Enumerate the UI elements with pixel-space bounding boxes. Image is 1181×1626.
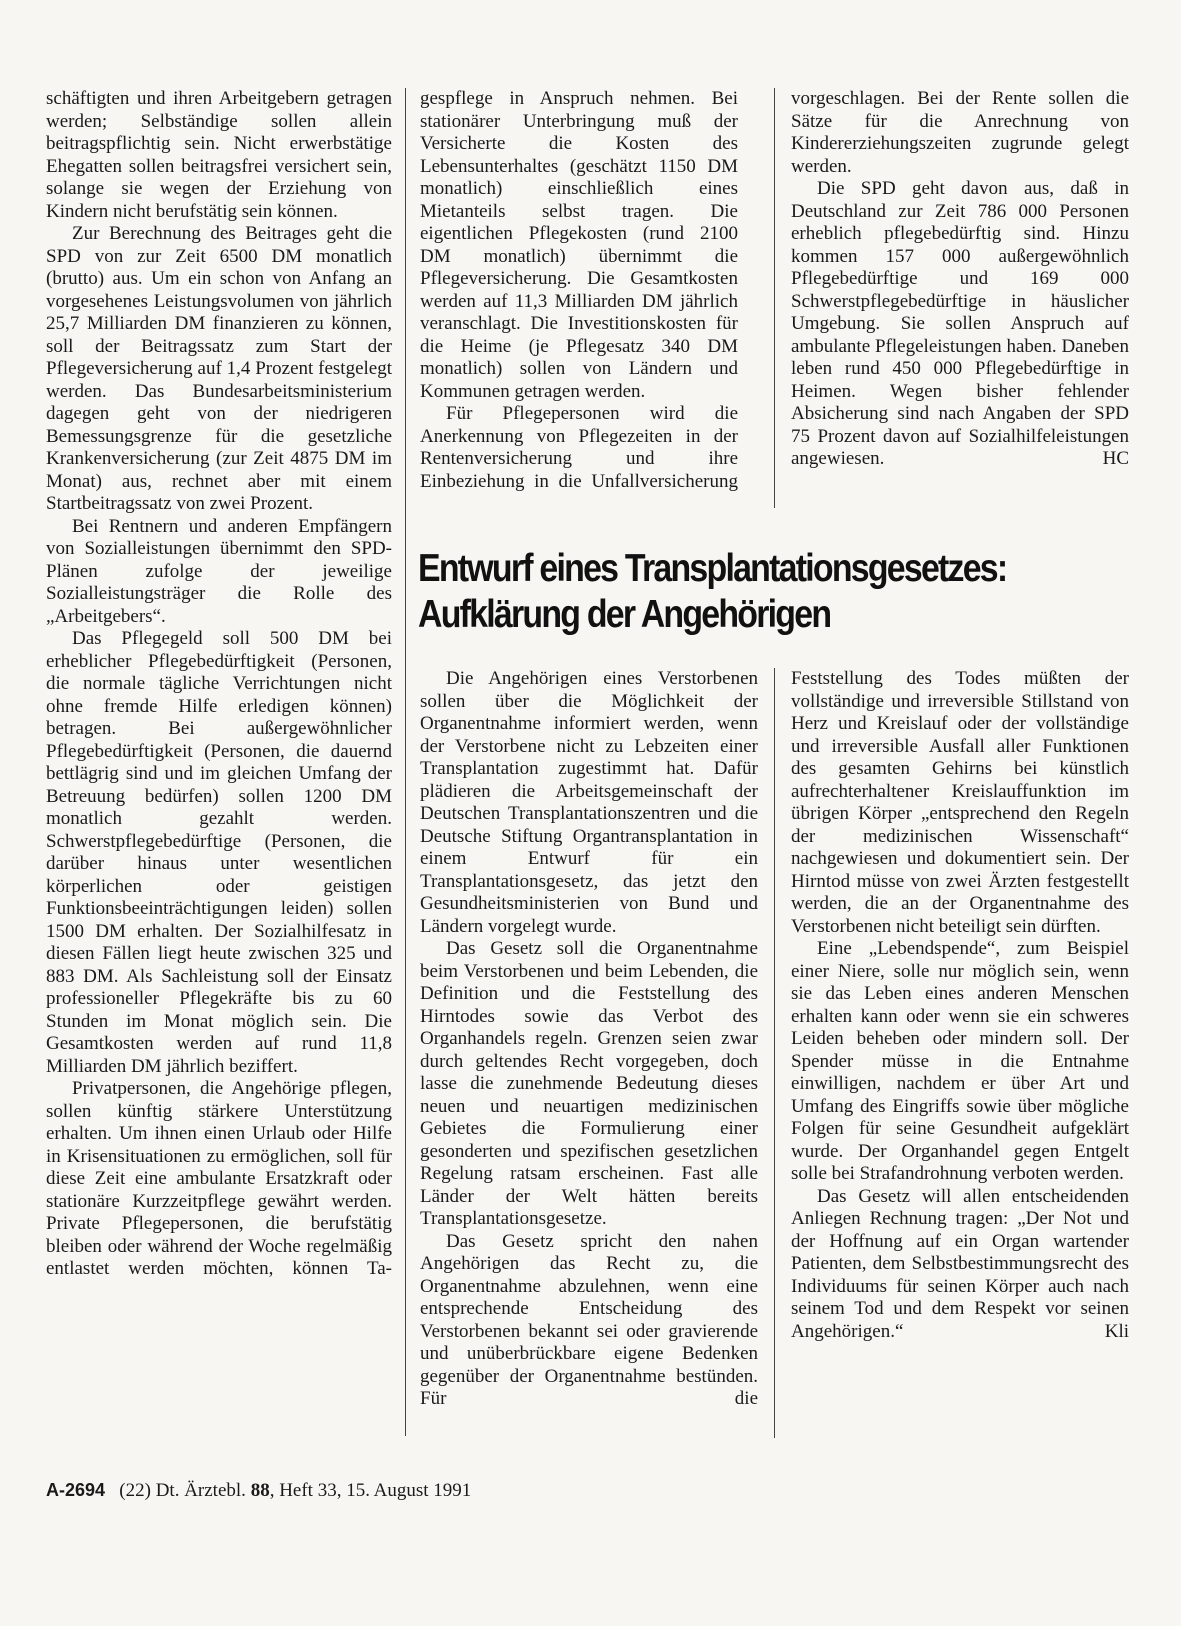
page-footer (46, 1480, 471, 1502)
article2-headline (418, 546, 1069, 638)
paragraph: Das Gesetz spricht den nahen Angehörigen das Recht zu, die Organentnahme abzulehnen, wenn eine entsprechende Entscheidung des Verstorbenen bekannt sei oder gravierende und unüberbrückbare eigene Bedenken gegenüber der Organentnahme bestünden. Für die (420, 1230, 758, 1409)
volume-number: 88 (250, 1480, 270, 1501)
paragraph: vorgeschlagen. Bei der Rente sollen die Sätze für die Anrechnung von Kindererziehungszeiten zugrunde gelegt werden. (791, 88, 1129, 177)
paragraph: Eine „Lebendspende“, zum Beispiel einer Niere, solle nur möglich sein, wenn sie das Leben eines anderen Menschen erhalten kann oder wenn sie ein schweres Leiden beheben oder mindern soll. Der Spender müsse in die Entnahme einwilligen, nachdem er über Art und Umfang des Eingriffs sowie über mögliche Folgen für seine Gesundheit aufgeklärt wurde. Der Organhandel gegen Entgelt solle bei Strafandrohnung verboten werden. (791, 938, 1129, 1184)
author-initials: Kli (1104, 1320, 1129, 1342)
article2-column-2 (791, 668, 1129, 1438)
paragraph: Die Angehörigen eines Verstorbenen sollen über die Möglichkeit der Organentnahme informiert werden, wenn der Verstorbene nicht zu Lebzeiten einer Transplantation zugestimmt hat. Dafür plädieren die Arbeitsgemeinschaft der Deutschen Transplantationszentren und die Deutsche Stiftung Organtransplantation in einem Entwurf für ein Transplantationsgesetz, das jetzt den Gesundheitsministerien von Bund und Ländern vorgelegt wurde. (420, 668, 758, 937)
paragraph: Das Pflegegeld soll 500 DM bei erheblicher Pflegebedürftigkeit (Personen, die normale tägliche Verrichtungen nicht ohne fremde Hilfe erledigen können) betragen. Bei außergewöhnlicher Pflegebedürftigkeit (Personen, die dauernd bettlägrig sind und im gleichen Umfang der Betreuung bedürfen) sollen 1200 DM monatlich gezahlt werden. Schwerstpflegebedürftige (Personen, die darüber hinaus unter wesentlichen körperlichen oder geistigen Funktionsbeeinträchtigungen leiden) sollen 1500 DM erhalten. Der Sozialhilfesatz in diesen Fällen liegt heute zwischen 325 und 883 DM. Als Sachleistung soll der Einsatz professioneller Pflegekräfte bis zu 60 Stunden im Monat möglich sein. Die Gesamtkosten werden auf rund 11,8 Milliarden DM jährlich beziffert. (46, 628, 392, 1077)
article1-column-3 (791, 88, 1129, 508)
paragraph (791, 178, 1129, 471)
article2-column-1 (420, 668, 758, 1438)
headline-line-2: Aufklärung der Angehörigen (418, 593, 831, 636)
article1-column-2 (420, 88, 738, 508)
column-divider (774, 88, 775, 508)
article1-column-1 (46, 88, 392, 1436)
paragraph (791, 1186, 1129, 1344)
paragraph: schäftigten und ihren Arbeitgebern getragen werden; Selbständige sollen allein beitragspflichtig sein. Nicht erwerbstätige Ehegatten sollen beitragsfrei versichert sein, solange sie wegen der Erziehung von Kindern nicht berufstätig sein können. (46, 88, 392, 222)
paragraph-text: Die SPD geht davon aus, daß in Deutschland zur Zeit 786 000 Personen erheblich pflegebedürftig sind. Hinzu kommen 157 000 außergewöhnlich Pflegebedürftige und 169 000 Schwerstpflegebedürftige in häuslicher Umgebung. Sie sollen Anspruch auf ambulante Pflegeleistungen haben. Daneben leben rund 450 000 Pflegebedürftige in Heimen. Wegen bisher fehlender Absicherung sind nach Angaben der SPD 75 Prozent davon auf Sozialhilfeleistungen angewiesen. (791, 178, 1129, 469)
headline-line-1: Entwurf eines Transplantationsgesetzes: (418, 547, 1007, 590)
paragraph: Bei Rentnern und anderen Empfängern von Sozialleistungen übernimmt den SPD-Plänen zufolge der jeweilige Sozialleistungsträger die Rolle des „Arbeitgebers“. (46, 515, 392, 627)
column-divider (774, 668, 775, 1438)
citation-prefix: (22) Dt. Ärztebl. (119, 1480, 246, 1501)
paragraph: Feststellung des Todes müßten der vollständige und irreversible Stillstand von Herz und Kreislauf oder der vollständige und irreversible Ausfall aller Funktionen des gesamten Gehirns bei künstlich aufrechterhaltener Kreislauffunktion im übrigen Körper „entsprechend den Regeln der medizinischen Wissenschaft“ nachgewiesen und dokumentiert sein. Der Hirntod müsse von zwei Ärzten festgestellt werden, die an der Organentnahme des Verstorbenen nicht beteiligt sein dürften. (791, 668, 1129, 937)
paragraph: Für Pflegepersonen wird die Anerkennung von Pflegezeiten in der Rentenversicherung und ihre Einbeziehung in die Unfallversicherung (420, 403, 738, 492)
page-code: A-2694 (46, 1480, 106, 1500)
paragraph: Privatpersonen, die Angehörige pflegen, sollen künftig stärkere Unterstützung erhalten. Um ihnen einen Urlaub oder Hilfe in Krisensituationen zu ermöglichen, soll für diese Zeit eine ambulante Ersatzkraft oder stationäre Kurzzeitpflege gewährt werden. Private Pflegepersonen, die berufstätig bleiben oder während der Woche regelmäßig entlastet werden möchten, können Ta- (46, 1078, 392, 1279)
paragraph: gespflege in Anspruch nehmen. Bei stationärer Unterbringung muß der Versicherte die Kosten des Lebensunterhaltes (geschätzt 1150 DM monatlich) einschließlich eines Mietanteils selbst tragen. Die eigentlichen Pflegekosten (rund 2100 DM monatlich) übernimmt die Pflegeversicherung. Die Gesamtkosten werden auf 11,3 Milliarden DM jährlich veranschlagt. Die Investitionskosten für die Heime (je Pflegesatz 340 DM monatlich) sollen von Ländern und Kommunen getragen werden. (420, 88, 738, 402)
paragraph: Zur Berechnung des Beitrages geht die SPD von zur Zeit 6500 DM monatlich (brutto) aus. Um ein schon von Anfang an vorgesehenes Leistungsvolumen von jährlich 25,7 Milliarden DM finanzieren zu können, soll der Beitragssatz zum Start der Pflegeversicherung auf 1,4 Prozent festgelegt werden. Das Bundesarbeitsministerium dagegen geht von der niedrigeren Bemessungsgrenze für die gesetzliche Krankenversicherung (zur Zeit 4875 DM im Monat) aus, rechnet aber mit einem Startbeitragssatz von zwei Prozent. (46, 223, 392, 514)
paragraph-text: Das Gesetz will allen entscheidenden Anliegen Rechnung tragen: „Der Not und der Hoffnung auf ein Organ wartender Patienten, dem Selbstbestimmungsrecht des Individuums für seinen Körper auch nach seinem Tod und dem Respekt vor seinen Angehörigen.“ (791, 1185, 1129, 1342)
author-initials: HC (1102, 448, 1129, 469)
paragraph: Das Gesetz soll die Organentnahme beim Verstorbenen und beim Lebenden, die Definition und die Feststellung des Hirntodes sowie das Verbot des Organhandels regeln. Grenzen seien zwar durch geltendes Recht vorgegeben, doch lasse die zunehmende Bedeutung dieses neuen und neuartigen medizinischen Gebietes die Formulierung einer gesonderten und spezifischen gesetzlichen Regelung ratsam erscheinen. Fast alle Länder der Welt hätten bereits Transplantationsgesetze. (420, 938, 758, 1229)
citation-suffix: , Heft 33, 15. August 1991 (269, 1480, 472, 1501)
column-divider (405, 88, 406, 1436)
